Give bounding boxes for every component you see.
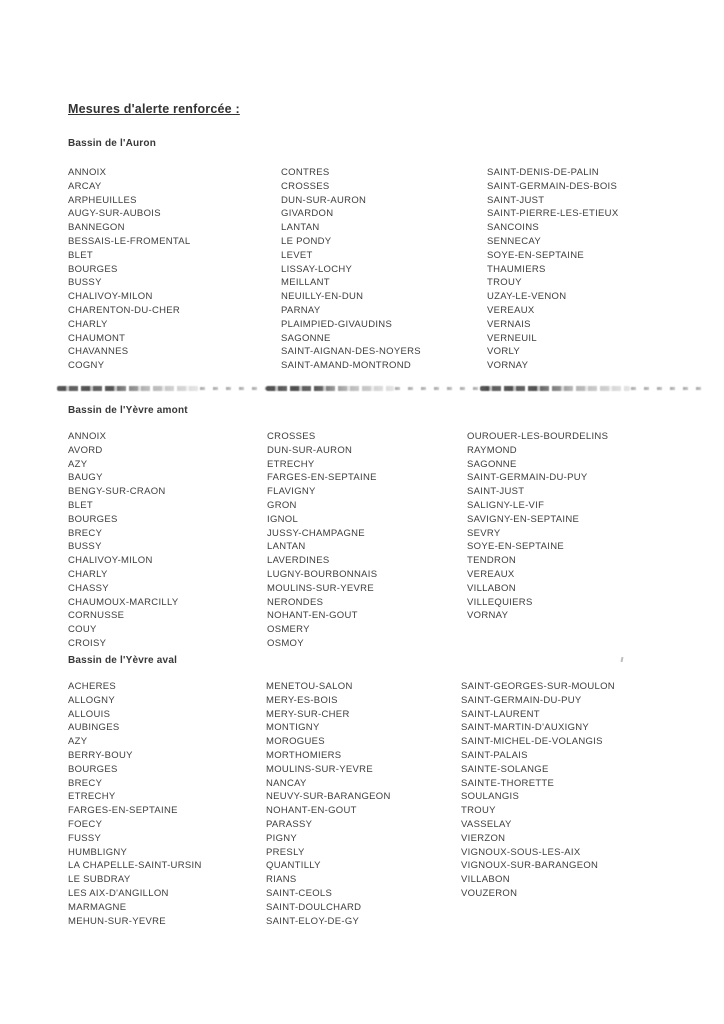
commune-item: LES AIX-D'ANGILLON — [68, 887, 169, 899]
commune-item: BUSSY — [68, 277, 102, 289]
commune-item: SAINT-CEOLS — [266, 887, 333, 899]
commune-item: SAINT-DOULCHARD — [266, 901, 362, 913]
commune-item: LEVET — [281, 249, 313, 261]
commune-item: BLET — [68, 249, 93, 261]
commune-item: SAINT-AIGNAN-DES-NOYERS — [281, 346, 421, 358]
commune-item: MERY-ES-BOIS — [266, 694, 338, 706]
commune-item: AUGY-SUR-AUBOIS — [68, 208, 161, 220]
commune-item: VERNEUIL — [487, 332, 537, 344]
commune-item: IGNOL — [267, 513, 299, 525]
commune-item: LA CHAPELLE-SAINT-URSIN — [68, 860, 202, 872]
commune-item: CHARENTON-DU-CHER — [68, 304, 181, 316]
commune-item: VORNAY — [487, 360, 529, 372]
commune-item: SAINT-AMAND-MONTROND — [281, 360, 412, 372]
commune-item: VIGNOUX-SUR-BARANGEON — [461, 860, 599, 872]
commune-item: UZAY-LE-VENON — [487, 291, 567, 303]
scan-smudge-center — [266, 386, 394, 391]
commune-item: MOULINS-SUR-YEVRE — [266, 763, 373, 775]
commune-item: BESSAIS-LE-FROMENTAL — [68, 235, 191, 247]
commune-item: ANNOIX — [68, 167, 107, 178]
commune-item: RAYMOND — [467, 444, 517, 456]
commune-item: ARCAY — [68, 180, 102, 192]
commune-item: LANTAN — [267, 541, 306, 553]
commune-item: SAGONNE — [281, 332, 331, 344]
commune-item: BANNEGON — [68, 222, 125, 234]
commune-item: SAINTE-SOLANGE — [461, 763, 549, 775]
commune-item: ANNOIX — [68, 431, 107, 442]
commune-item: FARGES-EN-SEPTAINE — [68, 805, 178, 817]
commune-item: SAINT-PIERRE-LES-ETIEUX — [487, 208, 619, 220]
commune-item: SAVIGNY-EN-SEPTAINE — [467, 513, 580, 525]
commune-item: SAINT-PALAIS — [461, 749, 528, 761]
commune-item: SAINT-JUST — [467, 486, 525, 498]
commune-item: MERY-SUR-CHER — [266, 708, 350, 720]
commune-item: LUGNY-BOURBONNAIS — [267, 568, 378, 580]
commune-item: CONTRES — [281, 167, 330, 178]
commune-item: BENGY-SUR-CRAON — [68, 486, 166, 498]
commune-item: SENNECAY — [487, 235, 541, 247]
commune-item: BOURGES — [68, 513, 118, 525]
commune-column-yevre-amont-1 — [68, 430, 278, 651]
commune-item: OUROUER-LES-BOURDELINS — [467, 431, 609, 442]
commune-item: COGNY — [68, 360, 105, 372]
commune-item: RIANS — [266, 874, 297, 886]
commune-item: PRESLY — [266, 846, 305, 858]
commune-item: CHARLY — [68, 318, 108, 330]
commune-item: BUSSY — [68, 541, 102, 553]
commune-item: CHALIVOY-MILON — [68, 291, 153, 303]
commune-item: VEREAUX — [467, 568, 515, 580]
commune-column-auron-2 — [281, 166, 491, 373]
commune-item: CHAUMONT — [68, 332, 126, 344]
commune-column-auron-1 — [68, 166, 278, 373]
commune-item: QUANTILLY — [266, 860, 321, 872]
scan-smudge-center-tail — [395, 387, 490, 390]
commune-item: VASSELAY — [461, 818, 512, 830]
scan-speck — [621, 657, 624, 662]
commune-item: ETRECHY — [68, 791, 116, 803]
commune-item: SAINT-MARTIN-D'AUXIGNY — [461, 722, 590, 734]
commune-item: GRON — [267, 499, 297, 511]
commune-item: SAINTE-THORETTE — [461, 777, 555, 789]
commune-item: CROISY — [68, 637, 107, 649]
commune-item: VORLY — [487, 346, 521, 358]
commune-item: SAINT-GERMAIN-DU-PUY — [467, 472, 588, 484]
commune-item: SAINT-JUST — [487, 194, 545, 206]
commune-item: PIGNY — [266, 832, 298, 844]
commune-item: DUN-SUR-AURON — [267, 444, 353, 456]
commune-item: ACHERES — [68, 681, 117, 692]
commune-item: SAINT-MICHEL-DE-VOLANGIS — [461, 736, 603, 748]
commune-item: PARASSY — [266, 818, 313, 830]
commune-item: MEHUN-SUR-YEVRE — [68, 915, 166, 927]
commune-item: MEILLANT — [281, 277, 330, 289]
commune-item: VEREAUX — [487, 304, 535, 316]
commune-item: VORNAY — [467, 610, 509, 622]
commune-item: LANTAN — [281, 222, 320, 234]
commune-item: VIERZON — [461, 832, 506, 844]
commune-item: HUMBLIGNY — [68, 846, 128, 858]
commune-item: NOHANT-EN-GOUT — [266, 805, 357, 817]
commune-item: BRECY — [68, 527, 103, 539]
commune-item: SOYE-EN-SEPTAINE — [467, 541, 565, 553]
commune-item: SAINT-GEORGES-SUR-MOULON — [461, 681, 615, 692]
commune-item: MONTIGNY — [266, 722, 320, 734]
commune-item: AZY — [68, 458, 88, 470]
commune-item: BRECY — [68, 777, 103, 789]
commune-item: SAINT-LAURENT — [461, 708, 540, 720]
commune-item: AVORD — [68, 444, 103, 456]
scan-smudge-right-tail — [631, 387, 706, 390]
scan-smudge-left — [57, 386, 199, 391]
commune-item: SAINT-GERMAIN-DES-BOIS — [487, 180, 618, 192]
commune-item: VILLABON — [461, 874, 510, 886]
commune-item: BOURGES — [68, 263, 118, 275]
commune-item: GIVARDON — [281, 208, 334, 220]
commune-item: COUY — [68, 624, 97, 636]
commune-item: AZY — [68, 736, 88, 748]
commune-item: FARGES-EN-SEPTAINE — [267, 472, 377, 484]
commune-item: ARPHEUILLES — [68, 194, 137, 206]
commune-item: BOURGES — [68, 763, 118, 775]
commune-column-yevre-aval-1 — [68, 680, 278, 928]
commune-item: SAINT-GERMAIN-DU-PUY — [461, 694, 582, 706]
commune-item: NERONDES — [267, 596, 324, 608]
commune-item: SOULANGIS — [461, 791, 520, 803]
commune-item: SAGONNE — [467, 458, 517, 470]
commune-item: FOECY — [68, 818, 103, 830]
commune-item: VILLABON — [467, 582, 516, 594]
commune-item: CROSSES — [281, 180, 330, 192]
commune-item: TROUY — [487, 277, 522, 289]
commune-item: CHAVANNES — [68, 346, 129, 358]
commune-item: NANCAY — [266, 777, 307, 789]
commune-item: THAUMIERS — [487, 263, 546, 275]
commune-item: NOHANT-EN-GOUT — [267, 610, 358, 622]
commune-item: LE PONDY — [281, 235, 332, 247]
commune-item: CHAUMOUX-MARCILLY — [68, 596, 179, 608]
commune-item: SALIGNY-LE-VIF — [467, 499, 545, 511]
section-heading-auron: Bassin de l'Auron — [68, 138, 157, 149]
commune-item: OSMOY — [267, 637, 304, 649]
commune-item: BLET — [68, 499, 93, 511]
commune-item: ETRECHY — [267, 458, 315, 470]
commune-item: SEVRY — [467, 527, 501, 539]
document-title: Mesures d'alerte renforcée : — [68, 102, 240, 116]
commune-item: MARMAGNE — [68, 901, 127, 913]
commune-column-yevre-aval-3 — [461, 680, 671, 901]
scan-smudge-right — [480, 386, 630, 391]
commune-item: SAINT-DENIS-DE-PALIN — [487, 167, 599, 178]
commune-item: SOYE-EN-SEPTAINE — [487, 249, 585, 261]
commune-item: JUSSY-CHAMPAGNE — [267, 527, 365, 539]
commune-item: CHARLY — [68, 568, 108, 580]
commune-item: LE SUBDRAY — [68, 874, 131, 886]
commune-item: CHALIVOY-MILON — [68, 555, 153, 567]
commune-item: CROSSES — [267, 431, 316, 442]
commune-item: BERRY-BOUY — [68, 749, 133, 761]
commune-column-auron-3 — [487, 166, 697, 373]
commune-item: MORTHOMIERS — [266, 749, 342, 761]
section-heading-yevre-aval: Bassin de l'Yèvre aval — [68, 655, 178, 666]
commune-column-yevre-amont-3 — [467, 430, 677, 623]
commune-item: ALLOGNY — [68, 694, 115, 706]
commune-item: NEUVY-SUR-BARANGEON — [266, 791, 391, 803]
commune-column-yevre-amont-2 — [267, 430, 477, 651]
commune-item: ALLOUIS — [68, 708, 111, 720]
commune-item: TROUY — [461, 805, 496, 817]
commune-item: VERNAIS — [487, 318, 531, 330]
commune-item: MOULINS-SUR-YEVRE — [267, 582, 374, 594]
commune-item: OSMERY — [267, 624, 310, 636]
commune-item: CHASSY — [68, 582, 109, 594]
commune-item: VIGNOUX-SOUS-LES-AIX — [461, 846, 581, 858]
commune-item: AUBINGES — [68, 722, 120, 734]
commune-item: PLAIMPIED-GIVAUDINS — [281, 318, 393, 330]
commune-item: PARNAY — [281, 304, 321, 316]
commune-item: CORNUSSE — [68, 610, 125, 622]
commune-item: MENETOU-SALON — [266, 681, 353, 692]
commune-item: MOROGUES — [266, 736, 325, 748]
commune-item: VOUZERON — [461, 887, 518, 899]
commune-item: VILLEQUIERS — [467, 596, 533, 608]
commune-item: DUN-SUR-AURON — [281, 194, 367, 206]
section-heading-yevre-amont: Bassin de l'Yèvre amont — [68, 405, 188, 416]
commune-item: SANCOINS — [487, 222, 540, 234]
commune-item: FUSSY — [68, 832, 102, 844]
commune-item: BAUGY — [68, 472, 103, 484]
commune-item: LAVERDINES — [267, 555, 330, 567]
commune-item: LISSAY-LOCHY — [281, 263, 353, 275]
commune-item: SAINT-ELOY-DE-GY — [266, 915, 360, 927]
commune-item: TENDRON — [467, 555, 517, 567]
commune-item: FLAVIGNY — [267, 486, 316, 498]
commune-item: NEUILLY-EN-DUN — [281, 291, 364, 303]
commune-column-yevre-aval-2 — [266, 680, 476, 928]
